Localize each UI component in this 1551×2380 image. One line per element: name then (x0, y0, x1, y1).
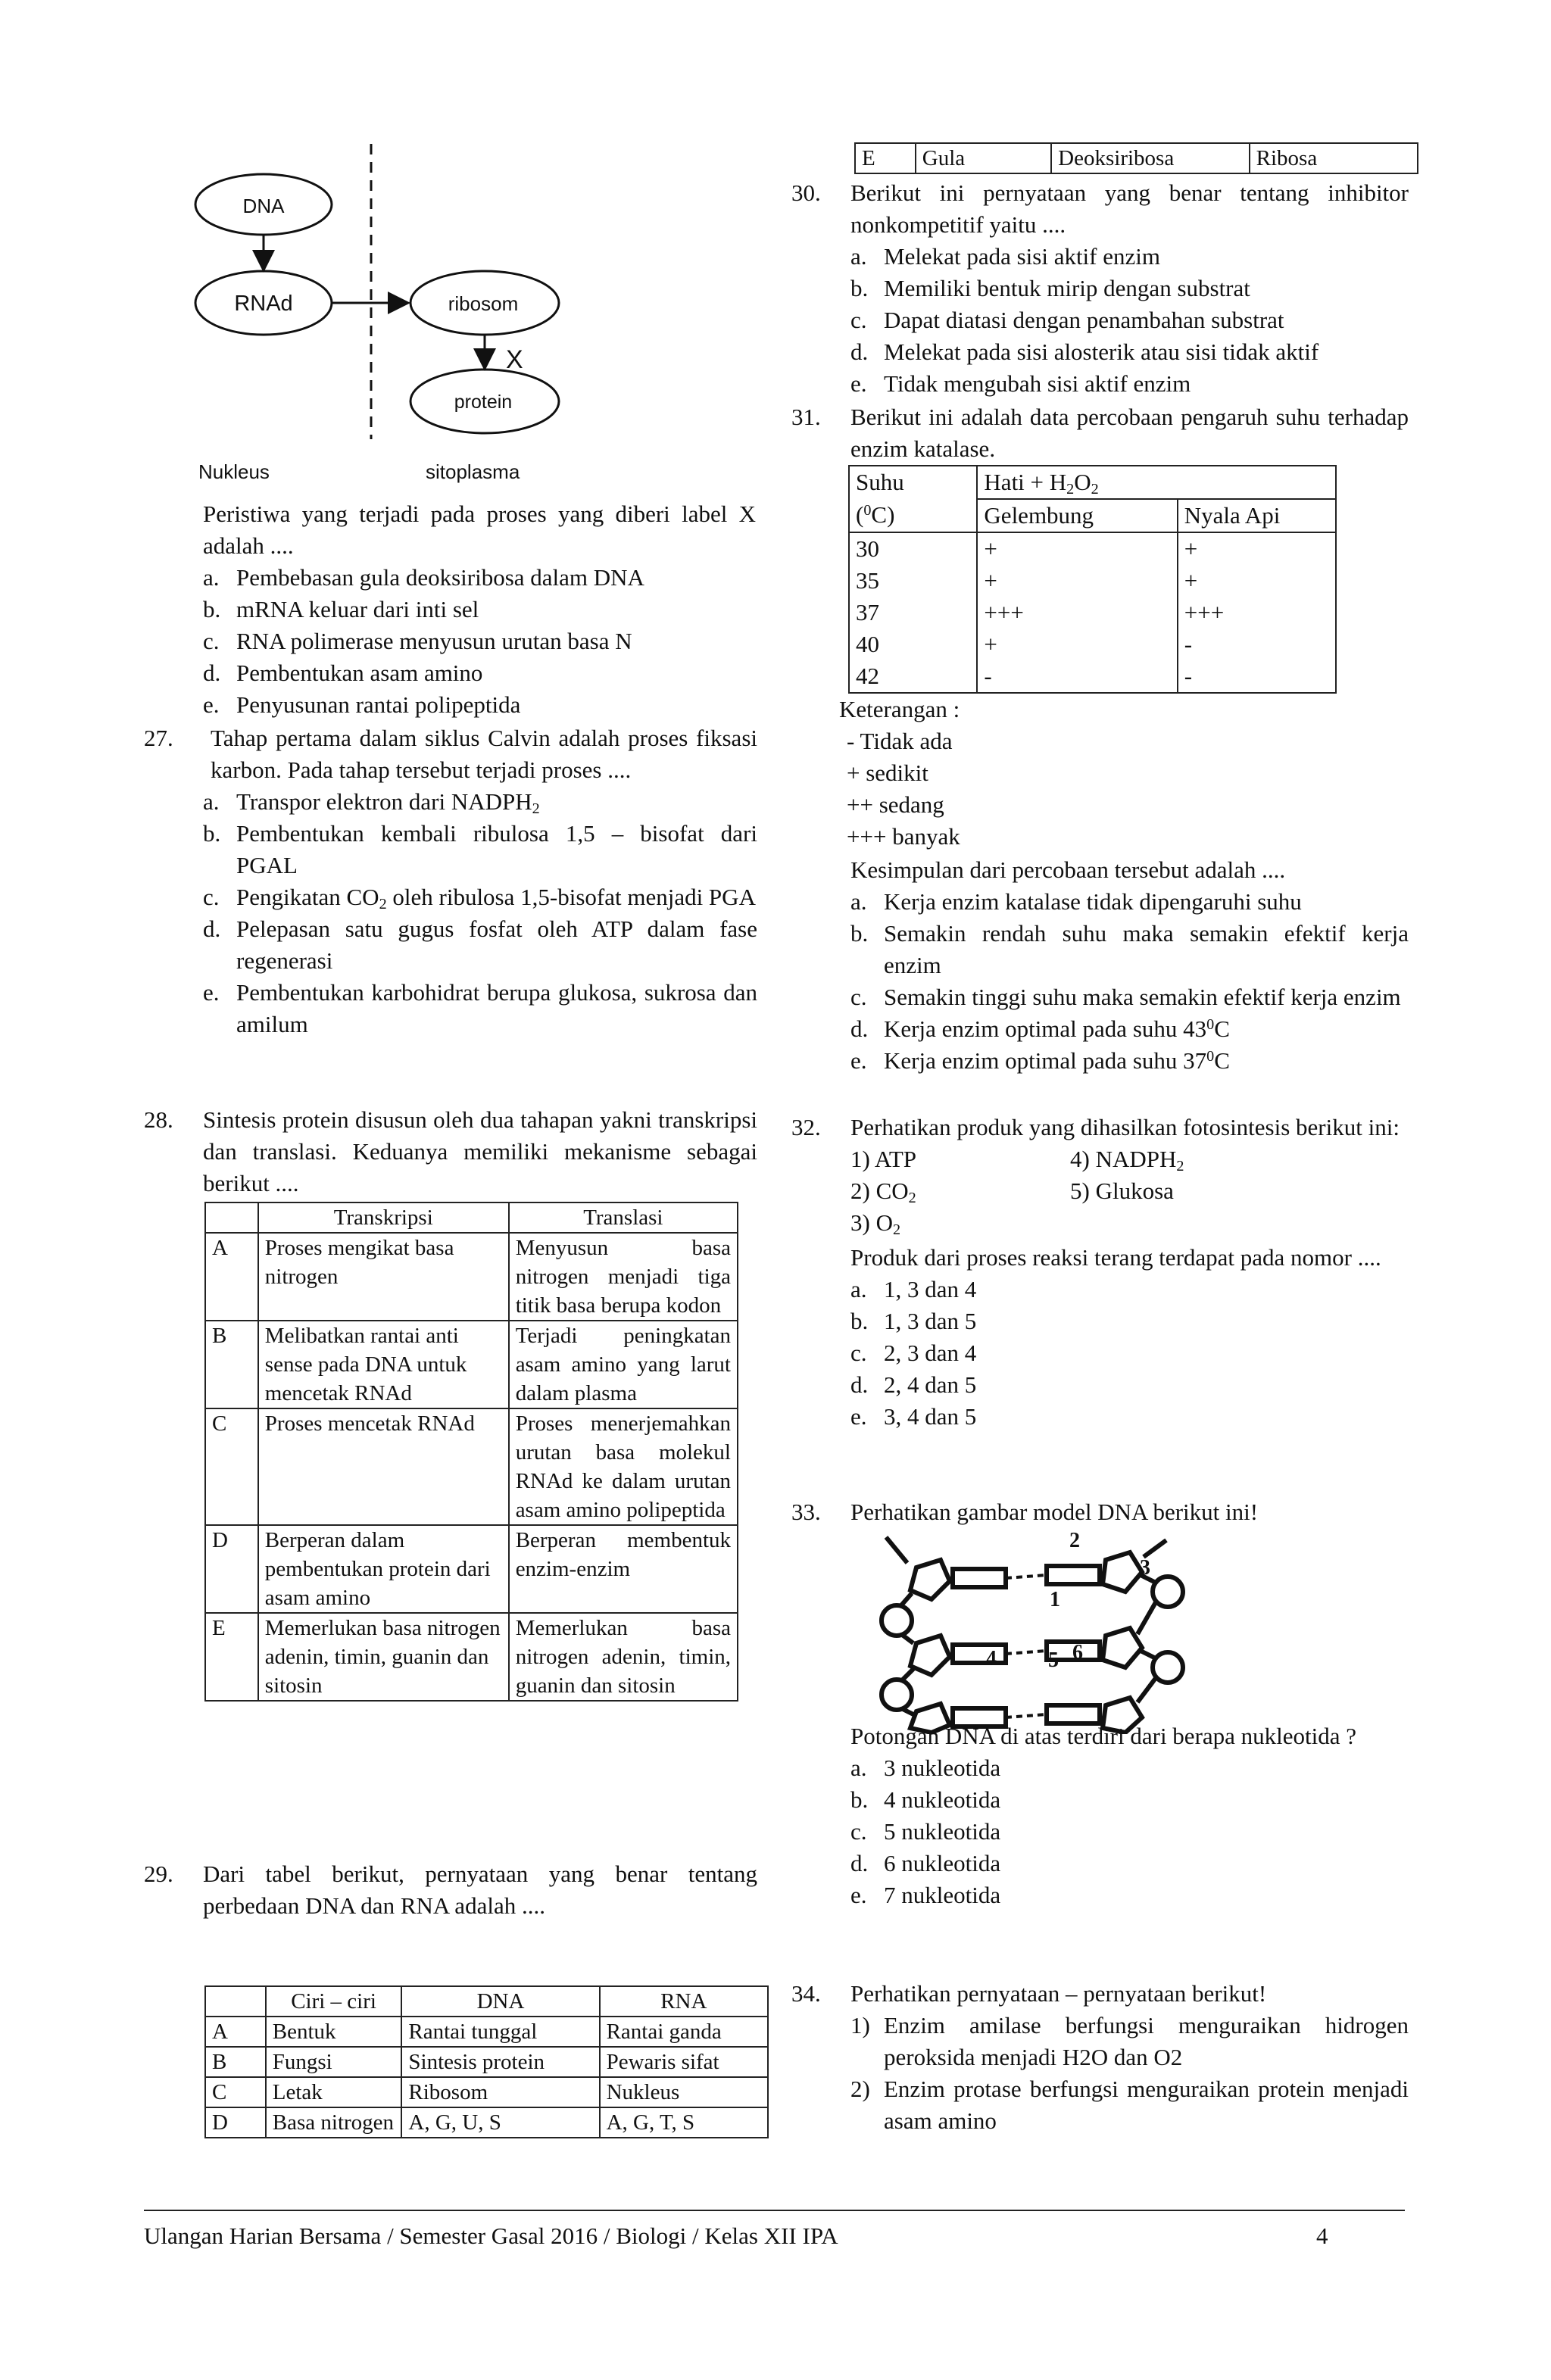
question-33 (791, 1496, 1409, 1528)
option-letter: e. (850, 370, 867, 397)
table-cell: A (205, 2017, 266, 2047)
answer-option (203, 562, 756, 594)
option-text: Dapat diatasi dengan penambahan substrat (884, 307, 1284, 333)
dna-rna-table (204, 1985, 769, 2138)
option-letter: b. (203, 820, 221, 847)
item-text: Glukosa (1095, 1178, 1174, 1204)
option-letter: a. (850, 243, 867, 270)
answer-option (203, 913, 757, 977)
table-row (205, 2077, 768, 2107)
product-item (1070, 1175, 1174, 1207)
option-letter: e. (850, 1882, 867, 1908)
question-30 (791, 177, 1409, 400)
question-31-legend (839, 694, 1142, 853)
question-31-number: 31. (791, 404, 821, 430)
table-cell: +++ (1178, 597, 1336, 629)
dna-model-label-4: 4 (986, 1647, 997, 1670)
answer-option (850, 918, 1409, 981)
table-row (849, 565, 1336, 597)
subscript: 2 (1176, 1158, 1184, 1175)
table-cell: Rantai ganda (600, 2017, 768, 2047)
option-text: Melekat pada sisi aktif enzim (884, 243, 1160, 270)
option-text: C (1214, 1047, 1230, 1074)
header-hati: Hati + $H_2O_2$ (977, 466, 1336, 499)
table-cell: B (205, 2047, 266, 2077)
item-text: Enzim protase berfungsi menguraikan protein menjadi asam amino (884, 2076, 1409, 2134)
table-row (205, 2107, 768, 2138)
table-cell: Letak (266, 2077, 402, 2107)
header-unit: ($^0$C) (849, 499, 977, 532)
footer-text: Ulangan Harian Bersama / Semester Gasal 2016 / Biologi / Kelas XII IPA (144, 2222, 838, 2249)
question-29 (144, 1858, 757, 1922)
option-letter: b. (203, 596, 221, 622)
table-cell: C (205, 2077, 266, 2107)
table-cell: Pewaris sifat (600, 2047, 768, 2077)
answer-option (850, 273, 1409, 304)
option-text: Kerja enzim optimal pada suhu 43 (884, 1015, 1207, 1042)
question-33-question: Potongan DNA di atas terdiri dari berapa nukleotida ? (850, 1723, 1357, 1749)
option-text: 3, 4 dan 5 (884, 1403, 977, 1430)
question-32 (791, 1112, 1409, 1433)
table-cell: Ribosom (401, 2077, 599, 2107)
question-28-number: 28. (144, 1106, 173, 1133)
table-header-cell (205, 1986, 266, 2017)
table-cell: D (205, 2107, 266, 2138)
table-cell: D (205, 1525, 258, 1613)
option-text: 5 nukleotida (884, 1818, 1001, 1845)
phosphate-circle (1153, 1652, 1183, 1683)
question-29-stem: Dari tabel berikut, pernyataan yang benar tentang perbedaan DNA dan RNA adalah .... (203, 1861, 757, 1919)
table-cell: A (205, 1233, 258, 1321)
answer-option (850, 304, 1409, 336)
answer-option (203, 657, 756, 689)
table-cell: Memerlukan basa nitrogen adenin, timin, guanin dan sitosin (258, 1613, 509, 1701)
option-letter: d. (203, 916, 221, 942)
table-cell: E (855, 143, 916, 173)
item-text: CO (875, 1178, 909, 1204)
question-34-items (850, 2010, 1409, 2137)
dna-rna-table-continued (854, 142, 1418, 174)
question-32-stem: Perhatikan produk yang dihasilkan fotosintesis berikut ini: (850, 1114, 1400, 1140)
table-row (849, 532, 1336, 565)
option-text: Pelepasan satu gugus fosfat oleh ATP dalam fase regenerasi (236, 916, 757, 974)
header-nyala: Nyala Api (1178, 499, 1336, 532)
table-cell: Bentuk (266, 2017, 402, 2047)
option-letter: a. (203, 564, 220, 591)
option-text: C (1214, 1015, 1230, 1042)
option-text: 7 nukleotida (884, 1882, 1001, 1908)
answer-option (850, 1879, 1409, 1911)
table-cell: A, G, T, S (600, 2107, 768, 2138)
option-text: 3 nukleotida (884, 1755, 1001, 1781)
answer-option (850, 1848, 1409, 1879)
legend-item: ++ sedang (847, 791, 944, 818)
option-letter: d. (850, 1371, 869, 1398)
option-text: mRNA keluar dari inti sel (236, 596, 479, 622)
option-text: Kerja enzim optimal pada suhu 37 (884, 1047, 1207, 1074)
rnad-node-label: RNAd (234, 292, 293, 316)
table-row (849, 597, 1336, 629)
question-31 (791, 401, 1409, 465)
option-letter: e. (850, 1403, 867, 1430)
pentagon-sugar (1103, 1552, 1142, 1592)
legend-item: +++ banyak (847, 823, 960, 850)
table-header-cell: Transkripsi (258, 1202, 509, 1233)
product-item (850, 1143, 916, 1175)
phosphate-circle (1153, 1577, 1183, 1607)
table-row (205, 1233, 738, 1321)
option-text: 2, 4 dan 5 (884, 1371, 977, 1398)
answer-option (203, 689, 756, 721)
product-item (1070, 1143, 1184, 1175)
option-letter: b. (850, 920, 869, 947)
table-cell: 40 (849, 629, 977, 660)
question-32-number: 32. (791, 1114, 821, 1140)
table-row (849, 629, 1336, 660)
answer-option (850, 981, 1409, 1013)
transcription-translation-table (204, 1202, 738, 1702)
protein-node-label: protein (454, 391, 513, 413)
question-30-number: 30. (791, 179, 821, 206)
item-number: 4) (1070, 1146, 1096, 1172)
answer-option (850, 1784, 1409, 1816)
item-number: 1) (850, 2012, 870, 2038)
table-row (205, 2017, 768, 2047)
table-cell: - (1178, 629, 1336, 660)
question-29-number: 29. (144, 1861, 173, 1887)
table-cell: Melibatkan rantai anti sense pada DNA untuk mencetak RNAd (258, 1321, 509, 1408)
answer-option (850, 241, 1409, 273)
option-letter: b. (850, 1786, 869, 1813)
statement-item (850, 2010, 1409, 2073)
table-row (205, 2047, 768, 2077)
table-cell: B (205, 1321, 258, 1408)
answer-option (850, 1752, 1409, 1784)
answer-option (850, 1305, 1409, 1337)
question-27-options (203, 786, 757, 1040)
option-letter: c. (203, 884, 220, 910)
region-cytoplasm-label: sitoplasma (426, 460, 520, 483)
question-28 (144, 1104, 757, 1199)
dna-node-label: DNA (242, 195, 285, 217)
question-32-question: Produk dari proses reaksi terang terdapat pada nomor .... (850, 1244, 1381, 1271)
table-cell: - (977, 660, 1177, 693)
question-34-number: 34. (791, 1980, 821, 2007)
page-number: 4 (1316, 2222, 1328, 2249)
option-text: Transpor elektron dari NADPH (236, 788, 532, 815)
table-row (205, 1321, 738, 1408)
table-row (205, 1408, 738, 1525)
option-letter: c. (850, 1818, 867, 1845)
option-letter: c. (850, 1340, 867, 1366)
table-header-cell: Translasi (509, 1202, 738, 1233)
table-cell: + (1178, 532, 1336, 565)
dna-model-label-5: 5 (1048, 1649, 1059, 1672)
option-letter: b. (850, 275, 869, 301)
phosphate-circle (882, 1605, 912, 1636)
answer-option (850, 1369, 1409, 1401)
option-letter: a. (850, 1755, 867, 1781)
table-cell: Memerlukan basa nitrogen adenin, timin, guanin dan sitosin (509, 1613, 738, 1701)
table-cell: +++ (977, 597, 1177, 629)
option-letter: c. (850, 984, 867, 1010)
question-33-number: 33. (791, 1499, 821, 1525)
table-row (205, 1613, 738, 1701)
dna-model-label-2: 2 (1069, 1529, 1080, 1552)
pentagon-sugar (910, 1636, 950, 1675)
option-letter: e. (203, 691, 220, 718)
subscript: 2 (892, 1221, 901, 1239)
option-letter: a. (850, 888, 867, 915)
option-text: Semakin rendah suhu maka semakin efektif kerja enzim (884, 920, 1409, 978)
table-header-cell (205, 1202, 258, 1233)
conclusion-text: Kesimpulan dari percobaan tersebut adalah .... (850, 856, 1286, 883)
subscript: 2 (908, 1190, 916, 1207)
option-text: Semakin tinggi suhu maka semakin efektif kerja enzim (884, 984, 1401, 1010)
question-32-options (850, 1274, 1409, 1433)
table-row (849, 660, 1336, 693)
item-text: NADPH (1095, 1146, 1177, 1172)
table-cell: + (1178, 565, 1336, 597)
option-letter: a. (203, 788, 220, 815)
item-number: 5) (1070, 1178, 1096, 1204)
option-text: 2, 3 dan 4 (884, 1340, 977, 1366)
table-cell: A, G, U, S (401, 2107, 599, 2138)
answer-option (203, 977, 757, 1040)
option-text: RNA polimerase menyusun urutan basa N (236, 628, 632, 654)
question-31-stem: Berikut ini adalah data percobaan pengaruh suhu terhadap enzim katalase. (850, 404, 1409, 462)
table-cell: 30 (849, 532, 977, 565)
table-cell: Terjadi peningkatan asam amino yang larut dalam plasma (509, 1321, 738, 1408)
phosphate-circle (882, 1680, 912, 1710)
option-text: Pembentukan kembali ribulosa 1,5 – bisofat dari PGAL (236, 820, 757, 878)
question-33-stem: Perhatikan gambar model DNA berikut ini! (850, 1499, 1259, 1525)
option-text: Memiliki bentuk mirip dengan substrat (884, 275, 1250, 301)
table-cell: + (977, 629, 1177, 660)
table-cell: 42 (849, 660, 977, 693)
item-text: O (875, 1209, 893, 1236)
pentagon-sugar (1103, 1628, 1142, 1667)
question-32-items (850, 1143, 1409, 1242)
ribosom-node-label: ribosom (448, 292, 519, 315)
question-30-options (850, 241, 1409, 400)
item-text: Enzim amilase berfungsi menguraikan hidrogen peroksida menjadi H2O dan O2 (884, 2012, 1409, 2070)
table-row (855, 143, 1418, 173)
option-letter: d. (203, 660, 221, 686)
answer-option (203, 625, 756, 657)
table-cell: - (1178, 660, 1336, 693)
answer-option (850, 336, 1409, 368)
table-cell: E (205, 1613, 258, 1701)
answer-option (203, 594, 756, 625)
question-27-number: 27. (144, 725, 173, 751)
option-letter: d. (850, 338, 869, 365)
item-number: 2) (850, 2076, 870, 2102)
table-cell: Gula (916, 143, 1051, 173)
question-26-options (203, 562, 756, 721)
option-letter: c. (203, 628, 220, 654)
table-cell: Ribosa (1250, 143, 1418, 173)
table-header-row (849, 499, 1336, 532)
option-text: Pengikatan CO (236, 884, 379, 910)
option-text: Pembentukan karbohidrat berupa glukosa, sukrosa dan amilum (236, 979, 757, 1037)
legend-item: + sedikit (847, 760, 928, 786)
question-28-stem: Sintesis protein disusun oleh dua tahapan yakni transkripsi dan translasi. Keduanya memiliki mekanisme sebagai berikut .... (203, 1106, 757, 1196)
table-row (205, 1525, 738, 1613)
question-34-stem: Perhatikan pernyataan – pernyataan berikut! (850, 1980, 1267, 2007)
question-26-stem: Peristiwa yang terjadi pada proses yang diberi label X adalah .... (203, 501, 756, 559)
answer-option (850, 1401, 1409, 1433)
legend-items (839, 725, 1142, 853)
option-text: oleh ribulosa 1,5-bisofat menjadi PGA (386, 884, 756, 910)
product-item (850, 1175, 916, 1207)
table-cell: Berperan dalam pembentukan protein dari asam amino (258, 1525, 509, 1613)
superscript: 0 (1206, 1015, 1215, 1033)
option-text: Pembentukan asam amino (236, 660, 483, 686)
dna-model-label-6: 6 (1072, 1641, 1083, 1664)
table-cell: Sintesis protein (401, 2047, 599, 2077)
answer-option (203, 881, 757, 913)
table-header-cell: RNA (600, 1986, 768, 2017)
subscript: 2 (379, 896, 387, 913)
option-text: 1, 3 dan 4 (884, 1276, 977, 1302)
option-letter: a. (850, 1276, 867, 1302)
table-cell: + (977, 565, 1177, 597)
region-nucleus-label: Nukleus (198, 460, 270, 483)
table-header-cell: DNA (401, 1986, 599, 2017)
item-number: 3) (850, 1209, 876, 1236)
legend-item: - Tidak ada (847, 728, 953, 754)
table-cell: Berperan membentuk enzim-enzim (509, 1525, 738, 1613)
superscript: 0 (1206, 1047, 1215, 1065)
table-cell: Basa nitrogen (266, 2107, 402, 2138)
table-cell: Menyusun basa nitrogen menjadi tiga titik basa berupa kodon (509, 1233, 738, 1321)
dna-model-label-3: 3 (1140, 1556, 1150, 1580)
catalase-experiment-table (848, 465, 1337, 694)
dna-model-label-1: 1 (1050, 1588, 1060, 1611)
table-cell: Fungsi (266, 2047, 402, 2077)
header-gelembung: Gelembung (977, 499, 1177, 532)
statement-item (850, 2073, 1409, 2137)
option-letter: c. (850, 307, 867, 333)
product-item (850, 1207, 900, 1239)
option-text: Melekat pada sisi alosterik atau sisi tidak aktif (884, 338, 1319, 365)
table-cell: Proses menerjemahkan urutan basa molekul RNAd ke dalam urutan asam amino polipeptida (509, 1408, 738, 1525)
option-text: Penyusunan rantai polipeptida (236, 691, 521, 718)
option-text: Pembebasan gula deoksiribosa dalam DNA (236, 564, 644, 591)
subscript: 2 (532, 800, 540, 818)
table-cell: Nukleus (600, 2077, 768, 2107)
question-33-body (850, 1720, 1409, 1911)
option-letter: d. (850, 1850, 869, 1876)
table-cell: + (977, 532, 1177, 565)
answer-option (850, 1274, 1409, 1305)
table-header-cell: Ciri – ciri (266, 1986, 402, 2017)
table-cell: Proses mencetak RNAd (258, 1408, 509, 1525)
option-letter: e. (203, 979, 220, 1006)
table-cell: Rantai tunggal (401, 2017, 599, 2047)
answer-option (850, 368, 1409, 400)
item-number: 1) (850, 1146, 875, 1172)
question-31-options (850, 886, 1409, 1077)
option-text: 4 nukleotida (884, 1786, 1001, 1813)
table-cell: Proses mengikat basa nitrogen (258, 1233, 509, 1321)
question-30-stem: Berikut ini pernyataan yang benar tentang inhibitor nonkompetitif yaitu .... (850, 179, 1409, 238)
question-27 (144, 722, 757, 1040)
option-letter: b. (850, 1308, 869, 1334)
legend-title: Keterangan : (839, 696, 960, 722)
question-26 (203, 498, 756, 721)
answer-option (850, 1337, 1409, 1369)
option-letter: e. (850, 1047, 867, 1074)
answer-option (850, 1045, 1409, 1077)
question-31-conclusion (850, 854, 1409, 1077)
answer-option (850, 886, 1409, 918)
table-cell: Deoksiribosa (1051, 143, 1250, 173)
label-x: X (506, 345, 523, 374)
question-34 (791, 1978, 1409, 2137)
answer-option (203, 786, 757, 818)
table-cell: 35 (849, 565, 977, 597)
pentagon-sugar (910, 1560, 950, 1599)
item-number: 2) (850, 1178, 876, 1204)
option-text: Tidak mengubah sisi aktif enzim (884, 370, 1191, 397)
footer-rule (144, 2210, 1405, 2211)
question-33-options (850, 1752, 1409, 1911)
answer-option (850, 1013, 1409, 1045)
answer-option (203, 818, 757, 881)
option-text: 1, 3 dan 5 (884, 1308, 977, 1334)
option-text: Kerja enzim katalase tidak dipengaruhi suhu (884, 888, 1302, 915)
table-cell: C (205, 1408, 258, 1525)
header-suhu: Suhu (849, 466, 977, 499)
option-text: 6 nukleotida (884, 1850, 1001, 1876)
item-text: ATP (874, 1146, 917, 1172)
table-header-row (849, 466, 1336, 499)
table-cell: 37 (849, 597, 977, 629)
answer-option (850, 1816, 1409, 1848)
option-letter: d. (850, 1015, 869, 1042)
question-27-stem: Tahap pertama dalam siklus Calvin adalah proses fiksasi karbon. Pada tahap tersebut terjadi proses .... (211, 725, 757, 783)
